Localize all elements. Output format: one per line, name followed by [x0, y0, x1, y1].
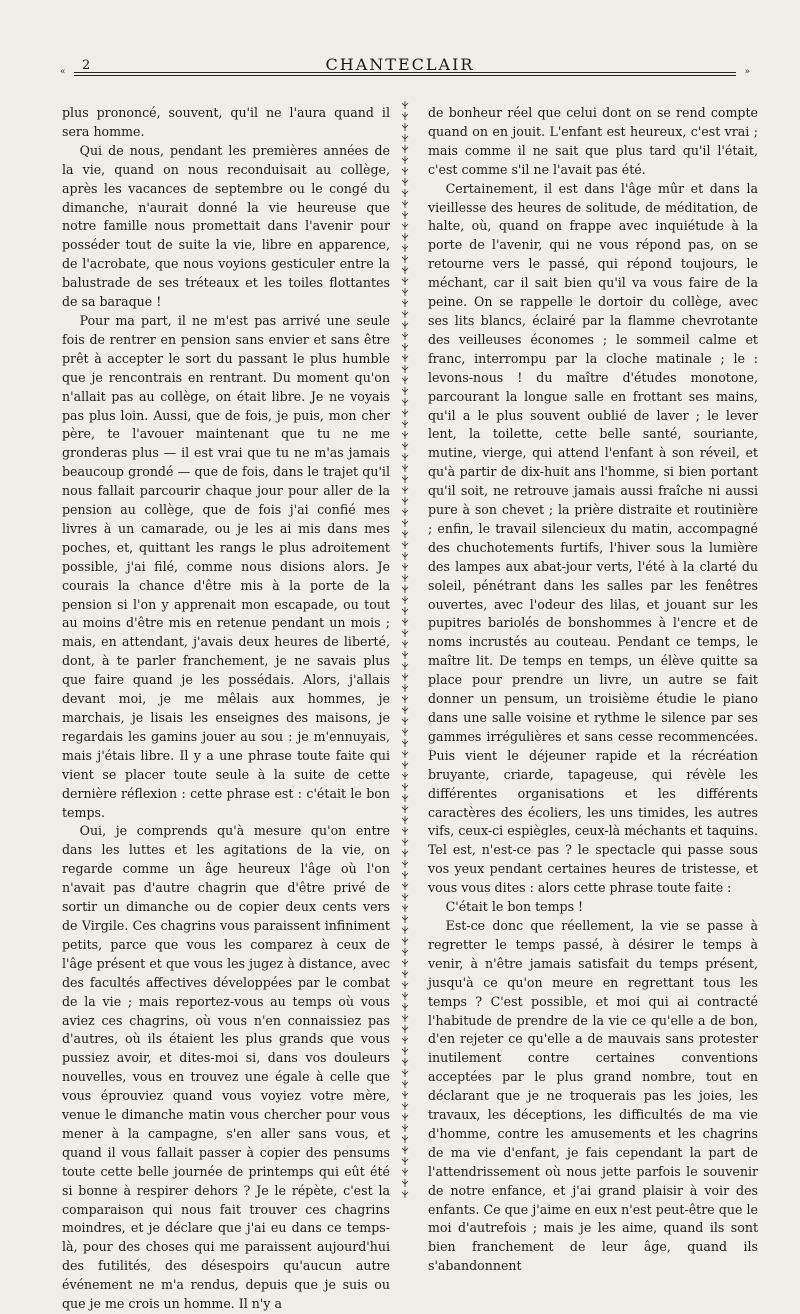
divider-star-ornament: [402, 1102, 408, 1110]
divider-star-ornament: [402, 585, 408, 593]
divider-star-ornament: [402, 464, 408, 472]
divider-star-ornament: [402, 497, 408, 505]
divider-star-ornament: [402, 1179, 408, 1187]
divider-star-ornament: [402, 618, 408, 626]
divider-star-ornament: [402, 222, 408, 230]
divider-star-ornament: [402, 871, 408, 879]
divider-star-ornament: [402, 684, 408, 692]
divider-star-ornament: [402, 596, 408, 604]
paragraph: de bonheur réel que celui dont on se rend compte quand on en jouit. L'enfant est heureux, c'est vrai ; mais comme il ne sait que plus tard qu'il l'était, c'est comme s'il ne l'avait pas été.: [428, 105, 758, 177]
divider-star-ornament: [402, 563, 408, 571]
divider-star-ornament: [402, 288, 408, 296]
divider-star-ornament: [402, 816, 408, 824]
divider-star-ornament: [402, 1047, 408, 1055]
divider-star-ornament: [402, 475, 408, 483]
divider-star-ornament: [402, 1168, 408, 1176]
divider-star-ornament: [402, 728, 408, 736]
page-number: 2: [82, 58, 91, 73]
divider-star-ornament: [402, 1157, 408, 1165]
running-title: CHANTECLAIR: [325, 55, 475, 74]
divider-star-ornament: [402, 607, 408, 615]
divider-star-ornament: [402, 398, 408, 406]
divider-star-ornament: [402, 937, 408, 945]
divider-star-ornament: [402, 112, 408, 120]
divider-star-ornament: [402, 629, 408, 637]
divider-star-ornament: [402, 1080, 408, 1088]
divider-star-ornament: [402, 904, 408, 912]
divider-star-ornament: [402, 431, 408, 439]
divider-star-ornament: [402, 783, 408, 791]
paragraph: C'était le bon temps !: [445, 899, 584, 915]
divider-star-ornament: [402, 321, 408, 329]
divider-star-ornament: [402, 145, 408, 153]
ornamental-column-divider: [399, 100, 411, 1210]
divider-star-ornament: [402, 739, 408, 747]
divider-star-ornament: [402, 343, 408, 351]
paragraph: Oui, je comprends qu'à mesure qu'on entre dans les luttes et les agitations de la vie, on regarde comme un âge heureux l'âge où l'on n'avait pas d'autre chagrin que d'être privé de sortir un dimanche ou de copier deux cents vers de Virgile. Ces chagrins vous paraissent infiniment petits, parce que vous les comparez à ceux de l'âge présent et que vous les jugez à distance, avec des facultés affectives développées par le combat de la vie ; mais reportez-vous au temps où vous aviez ces chagrins, où vous n'en connaissiez pas d'autres, où ils étaient les plus grands que vous pussiez avoir, et dites-moi si, dans vos douleurs nouvelles, vous en trouvez une égale à celle que vous éprouviez quand vous voyiez votre mère, venue le dimanche matin vous chercher pour vous mener à la campagne, s'en aller sans vous, et quand il vous fallait passer à copier des pensums toute cette belle journée de printemps qui eût été si bonne à respirer dehors ? Je le répète, c'est la comparaison qui nous fait trouver ces chagrins moindres, et je déclare que j'ai eu dans ce temps-là, pour des choses qui me paraissent aujourd'hui des futilités, des désespoirs qu'aucun autre événement ne m'a rendus, depuis que je suis ou que je me crois un homme. Il n'y a: [62, 823, 390, 1312]
divider-star-ornament: [402, 662, 408, 670]
divider-star-ornament: [402, 266, 408, 274]
paragraph: Est-ce donc que réellement, la vie se passe à regretter le temps passé, à désirer le temps à venir, à n'être jamais satisfait du temps présent, jusqu'à ce qu'on meure en regrettant tous les temps ? C'est possible, et moi qui ai contracté l'habitude de prendre de la vie ce qu'elle a de bon, d'en rejeter ce qu'elle a de mauvais sans protester inutilement contre certaines conventions acceptées par le plus grand nombre, tout en déclarant que je ne troquerais pas les joies, les travaux, les déceptions, les difficultés de ma vie d'homme, contre les amusements et les chagrins de ma vie d'enfant, je fais cependant la part de l'attendrissement où nous jette parfois le souvenir de notre enfance, et j'ai grand plaisir à voir des enfants. Ce que j'aime en eux n'est peut-être que le moi d'autrefois ; mais je les aime, quand ils sont bien franchement de leur âge, quand ils s'abandonnent: [428, 917, 758, 1274]
divider-star-ornament: [402, 640, 408, 648]
divider-star-ornament: [402, 915, 408, 923]
divider-star-ornament: [402, 574, 408, 582]
divider-star-ornament: [402, 651, 408, 659]
divider-star-ornament: [402, 1036, 408, 1044]
divider-star-ornament: [402, 750, 408, 758]
divider-star-ornament: [402, 420, 408, 428]
divider-star-ornament: [402, 1014, 408, 1022]
divider-star-ornament: [402, 882, 408, 890]
rule-right-ornament: »: [744, 67, 750, 77]
divider-star-ornament: [402, 1146, 408, 1154]
divider-star-ornament: [402, 827, 408, 835]
right-text-column: [428, 104, 758, 1276]
divider-star-ornament: [402, 178, 408, 186]
divider-star-ornament: [402, 134, 408, 142]
divider-star-ornament: [402, 838, 408, 846]
rule-left-ornament: «: [60, 67, 66, 77]
divider-star-ornament: [402, 1025, 408, 1033]
divider-star-ornament: [402, 761, 408, 769]
paragraph: plus prononcé, souvent, qu'il ne l'aura quand il sera homme.: [62, 105, 390, 139]
divider-star-ornament: [402, 387, 408, 395]
divider-star-ornament: [402, 365, 408, 373]
divider-star-ornament: [402, 717, 408, 725]
divider-star-ornament: [402, 211, 408, 219]
divider-star-ornament: [402, 552, 408, 560]
divider-star-ornament: [402, 156, 408, 164]
divider-star-ornament: [402, 926, 408, 934]
divider-star-ornament: [402, 1069, 408, 1077]
divider-star-ornament: [402, 959, 408, 967]
divider-star-ornament: [402, 1190, 408, 1198]
header-double-rule: [60, 67, 750, 78]
divider-star-ornament: [402, 409, 408, 417]
divider-star-ornament: [402, 277, 408, 285]
divider-star-ornament: [402, 310, 408, 318]
divider-star-ornament: [402, 772, 408, 780]
divider-star-ornament: [402, 453, 408, 461]
divider-star-ornament: [402, 167, 408, 175]
paragraph: Pour ma part, il ne m'est pas arrivé une seule fois de rentrer en pension sans envier et sans être prêt à accepter le sort du passant le plus humble que je rencontrais en rentrant. Du moment qu'on n'allait pas au collège, on était libre. Je ne voyais pas plus loin. Aussi, que de fois, je puis, mon cher père, te l'avouer maintenant que tu ne me gronderas plus — il est vrai que tu ne m'as jamais beaucoup grondé — que de fois, dans le trajet qu'il nous fallait parcourir chaque jour pour aller de la pension au collège, que de fois j'ai confié mes livres à un camarade, ou je les ai mis dans mes poches, et, quittant les rangs le plus adroitement possible, j'ai filé, comme nous disions alors. Je courais la chance d'être mis à la porte de la pension si l'on y apprenait mon escapade, ou tout au moins d'être mis en retenue pendant un mois ; mais, en attendant, j'avais deux heures de liberté, dont, à te parler franchement, je ne savais plus que faire quand je les possédais. Alors, j'allais devant moi, je me mêlais aux hommes, je marchais, je lisais les enseignes des maisons, je regardais les gamins jouer au sou : je m'ennuyais, mais j'étais libre. Il y a une phrase toute faite qui vient se placer toute seule à la suite de cette dernière réflexion : cette phrase est : c'était le bon temps.: [62, 312, 390, 820]
divider-star-ornament: [402, 948, 408, 956]
divider-star-ornament: [402, 519, 408, 527]
divider-star-ornament: [402, 189, 408, 197]
divider-star-ornament: [402, 376, 408, 384]
divider-star-ornament: [402, 332, 408, 340]
divider-star-ornament: [402, 981, 408, 989]
divider-star-ornament: [402, 970, 408, 978]
divider-star-ornament: [402, 893, 408, 901]
divider-star-ornament: [402, 695, 408, 703]
divider-star-ornament: [402, 541, 408, 549]
divider-star-ornament: [402, 673, 408, 681]
divider-star-ornament: [402, 123, 408, 131]
left-text-column: [62, 104, 390, 1314]
divider-star-ornament: [402, 101, 408, 109]
divider-star-ornament: [402, 992, 408, 1000]
divider-star-ornament: [402, 233, 408, 241]
divider-star-ornament: [402, 200, 408, 208]
divider-star-ornament: [402, 530, 408, 538]
divider-star-ornament: [402, 706, 408, 714]
divider-star-ornament: [402, 244, 408, 252]
divider-star-ornament: [402, 354, 408, 362]
divider-star-ornament: [402, 299, 408, 307]
paragraph: Certainement, il est dans l'âge mûr et dans la vieillesse des heures de solitude, de méditation, de halte, où, quand on frappe avec inquiétude à la porte de l'avenir, qui ne vous répond pas, on se retourne vers le passé, qui répond toujours, le méchant, car il sait bien qu'il va vous faire de la peine. On se rappelle le dortoir du collège, avec ses lits blancs, éclairé par la flamme chevrotante des veilleuses économes ; le sommeil calme et franc, interrompu par la cloche matinale ; le : levons-nous ! du maître d'études monotone, parcourant la longue salle en frottant ses mains, qu'il a le plus souvent oublié de laver ; le lever lent, la toilette, cette belle santé, souriante, mutine, vierge, qui attend l'enfant à son réveil, et qu'à partir de dix-huit ans l'homme, si bien portant qu'il soit, ne retrouve jamais aussi fraîche ni aussi pure à son chevet ; la prière distraite et routinière ; enfin, le travail silencieux du matin, accompagné des chuchotements furtifs, l'hiver sous la lumière des lampes aux abat-jour verts, l'été à la clarté du soleil, pénétrant dans les salles par les fenêtres ouvertes, avec l'odeur des lilas, et jouant sur les pupitres bariolés de bonshommes à l'encre et de noms incrustés au couteau. Pendant ce temps, le maître lit. De temps en temps, un élève quitte sa place pour prendre un livre, un autre se fait donner un pensum, un troisième étudie le piano dans une salle voisine et rythme le silence par ses gammes irrégulières et sans cesse recommencées. Puis vient le déjeuner rapide et la récréation bruyante, criarde, tapageuse, qui révèle les différentes organisations et les différents caractères des écoliers, les uns timides, les autres vifs, ceux-ci espiègles, ceux-là méchants et taquins. Tel est, n'est-ce pas ? le spectacle qui passe sous vos yeux pendant certaines heures de tristesse, et vous vous dites : alors cette phrase toute faite :: [428, 180, 758, 896]
divider-star-ornament: [402, 1113, 408, 1121]
paragraph: Qui de nous, pendant les premières années de la vie, quand on nous reconduisait au collège, après les vacances de septembre ou le congé du dimanche, n'aurait donné la vie heureuse que notre famille nous promettait dans l'avenir pour posséder tout de suite la vie, libre en apparence, de l'acrobate, que nous voyions gesticuler entre la balustrade de ses tréteaux et les toiles flottantes de sa baraque !: [62, 142, 390, 310]
divider-star-ornament: [402, 508, 408, 516]
divider-star-ornament: [402, 486, 408, 494]
divider-star-ornament: [402, 849, 408, 857]
divider-star-ornament: [402, 794, 408, 802]
divider-star-ornament: [402, 1135, 408, 1143]
divider-star-ornament: [402, 1003, 408, 1011]
divider-star-ornament: [402, 805, 408, 813]
divider-star-ornament: [402, 255, 408, 263]
divider-star-ornament: [402, 442, 408, 450]
divider-star-ornament: [402, 860, 408, 868]
divider-star-ornament: [402, 1124, 408, 1132]
divider-star-ornament: [402, 1091, 408, 1099]
divider-star-ornament: [402, 1058, 408, 1066]
